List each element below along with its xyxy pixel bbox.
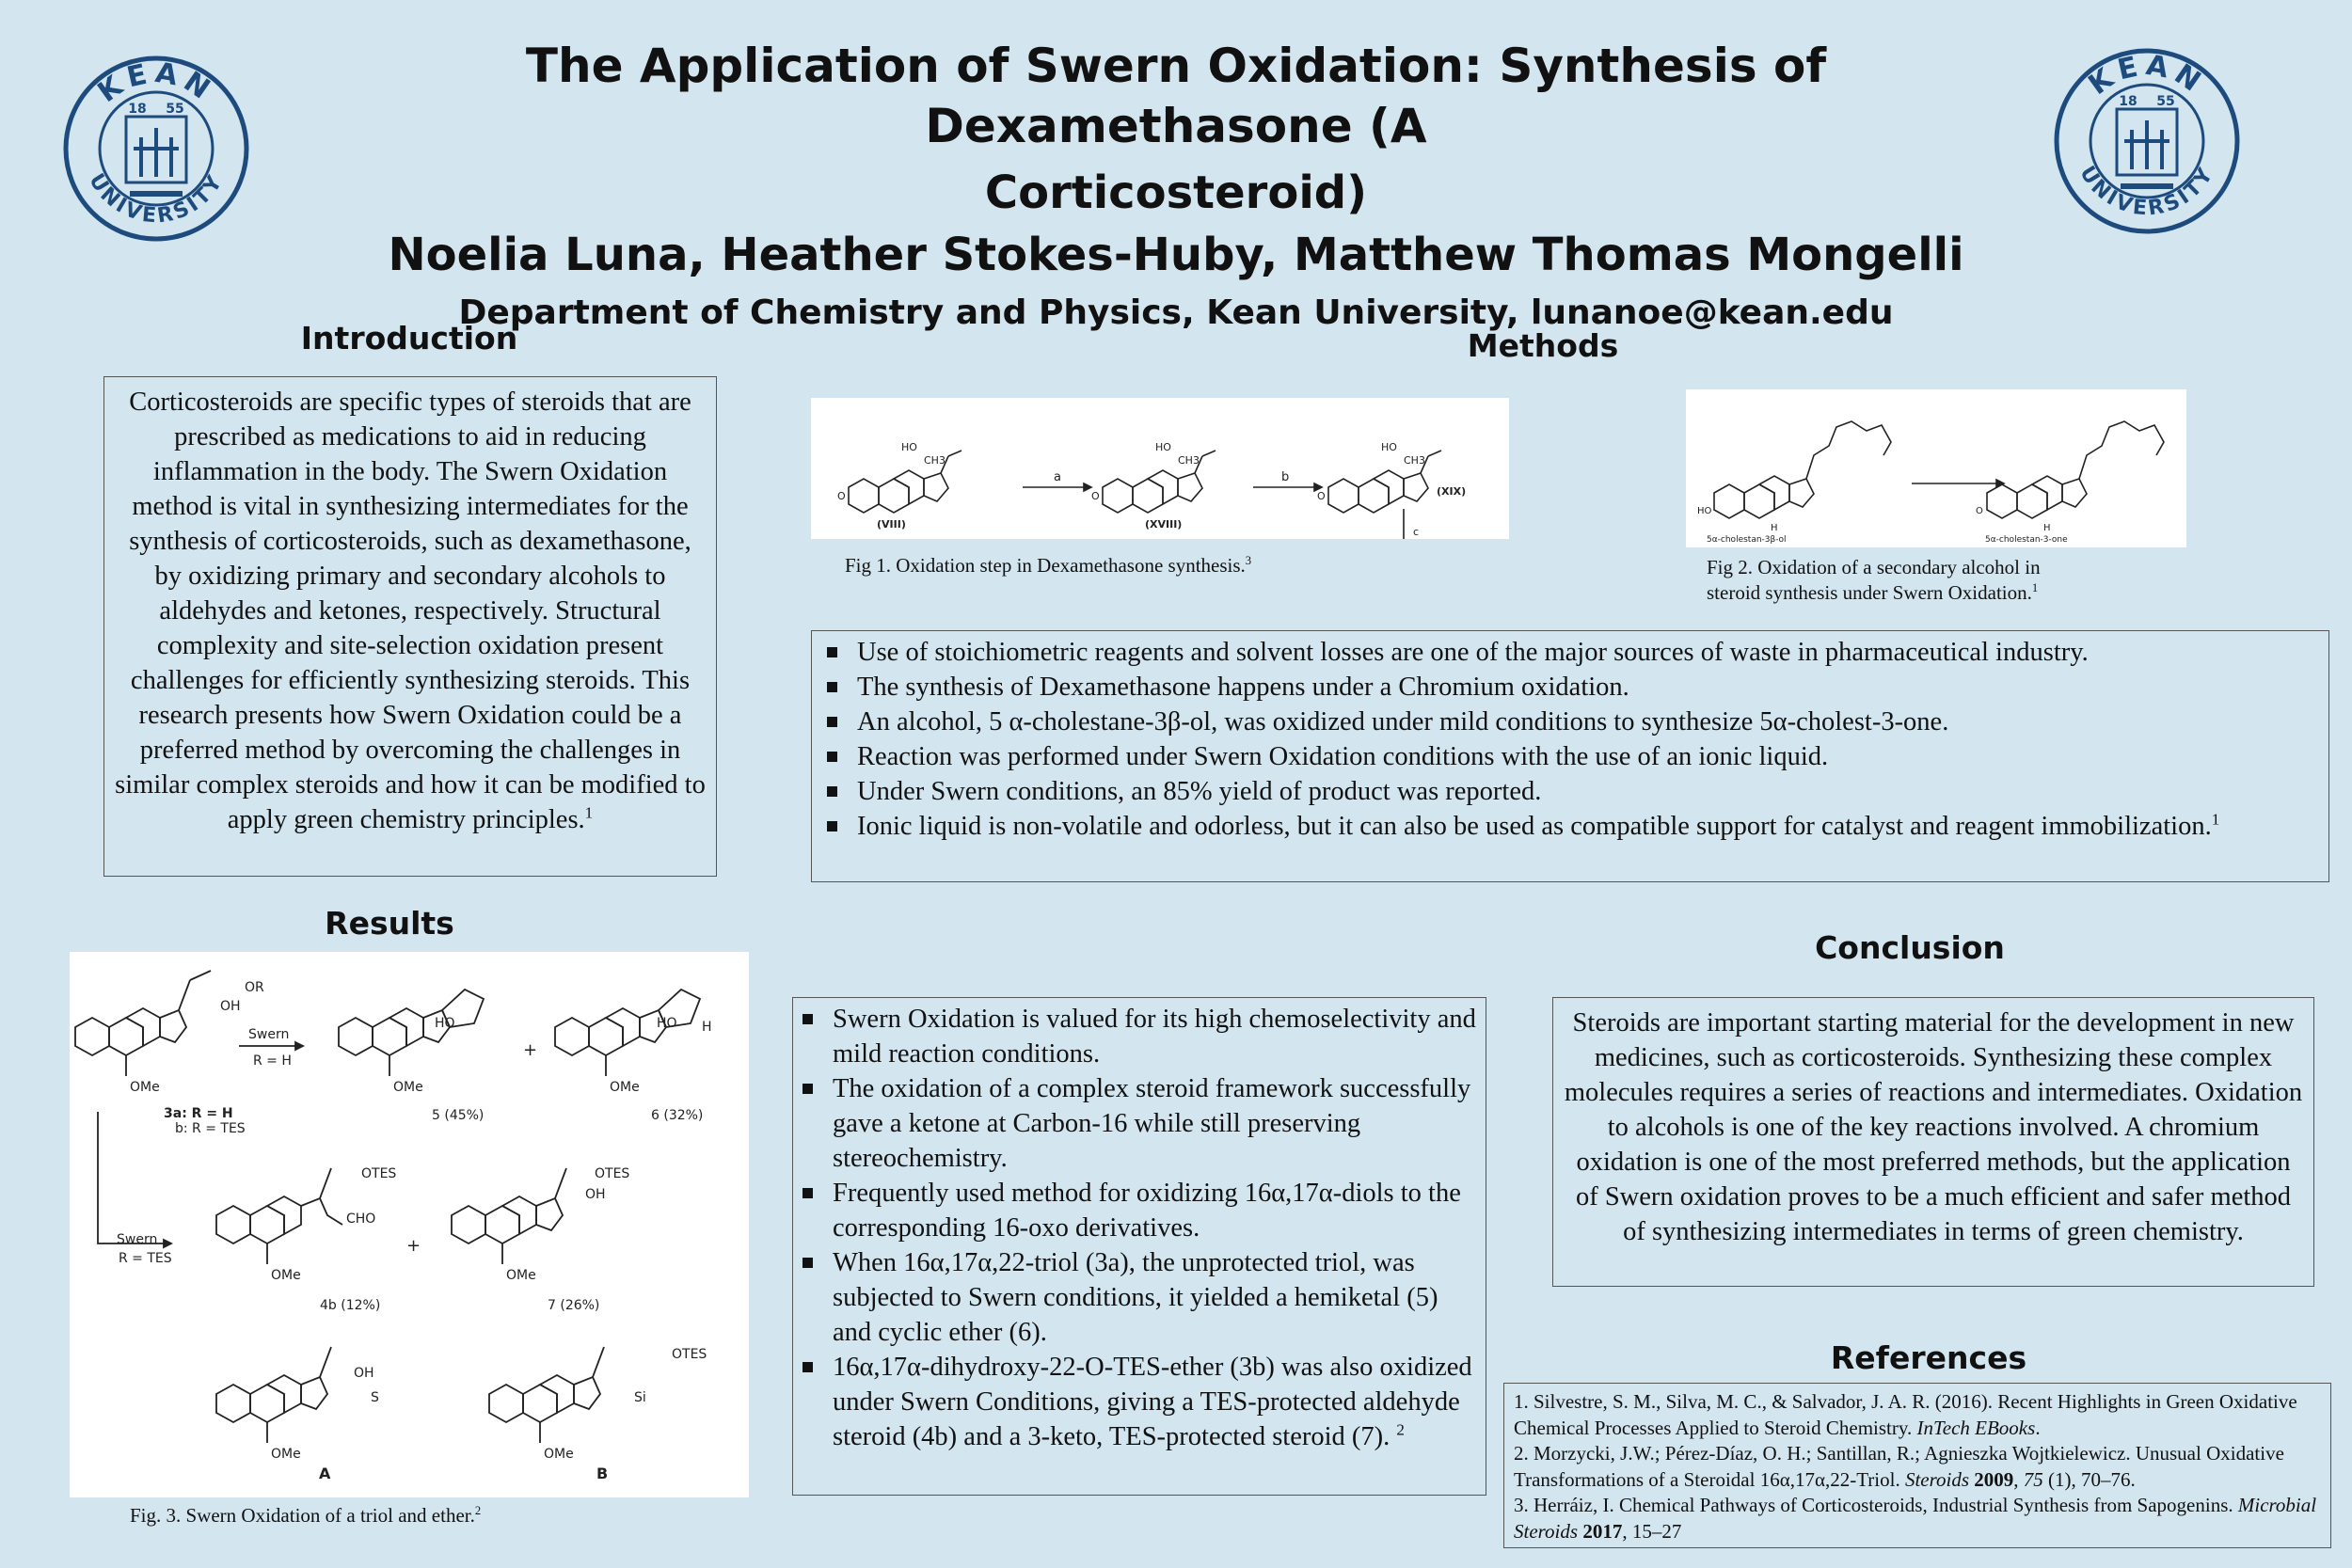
svg-text:5α-cholestan-3β-ol: 5α-cholestan-3β-ol <box>1707 535 1787 545</box>
fig3-molecule-4b <box>216 1168 342 1264</box>
introduction-ref: 1 <box>584 803 594 822</box>
svg-text:OMe: OMe <box>544 1447 574 1462</box>
methods-box <box>811 630 2329 882</box>
fig3-molecule-7 <box>452 1168 566 1264</box>
fig2-molecule-cholestanone <box>1987 421 2164 518</box>
svg-text:HO: HO <box>1155 441 1171 453</box>
svg-text:OMe: OMe <box>393 1080 423 1095</box>
poster-title-line2: Corticosteroid) <box>984 166 1368 219</box>
svg-text:55: 55 <box>166 102 184 117</box>
svg-text:b: b <box>1281 470 1290 484</box>
svg-text:3a: R = H: 3a: R = H <box>164 1106 233 1121</box>
fig3-caption: Fig. 3. Swern Oxidation of a triol and ether.$^2$ <box>130 1504 482 1527</box>
svg-text:H: H <box>702 1020 712 1035</box>
svg-text:6 (32%): 6 (32%) <box>651 1108 704 1123</box>
svg-text:HO: HO <box>435 1016 455 1031</box>
svg-text:OMe: OMe <box>271 1268 301 1283</box>
poster-affiliation: Department of Chemistry and Physics, Kean University, lunanoe@kean.edu <box>458 293 1894 332</box>
fig3-molecule-6 <box>555 990 700 1076</box>
svg-text:(XIX): (XIX) <box>1437 485 1467 498</box>
svg-text:B: B <box>596 1465 609 1482</box>
references-box <box>1503 1383 2331 1548</box>
svg-text:(VIII): (VIII) <box>877 518 906 531</box>
svg-text:OTES: OTES <box>672 1347 707 1362</box>
fig1-dexamethasone-scheme <box>811 398 1509 539</box>
fig3-arrow-bottom <box>98 1112 164 1243</box>
svg-text:O: O <box>1976 506 1983 516</box>
svg-text:CH3: CH3 <box>924 454 946 467</box>
svg-text:4b (12%): 4b (12%) <box>320 1298 381 1313</box>
svg-text:18: 18 <box>2119 94 2137 109</box>
results-bullet: Swern Oxidation is valued for its high chemoselectivity and mild reaction conditions. <box>795 1002 1482 1071</box>
methods-bullet-list <box>819 635 2321 844</box>
svg-text:H: H <box>1771 523 1778 533</box>
svg-text:Swern: Swern <box>117 1232 158 1247</box>
methods-bullet: Under Swern conditions, an 85% yield of product was reported. <box>819 774 2321 809</box>
kean-university-logo-right <box>2053 47 2241 235</box>
svg-text:HO: HO <box>657 1016 677 1031</box>
svg-text:Si: Si <box>634 1390 646 1405</box>
reference-1: 1. Silvestre, S. M., Silva, M. C., & Salvador, J. A. R. (2016). Recent Highlights in Green Oxidative Chemical Processes Applied to Steroid Chemistry. InTech EBooks. <box>1514 1390 2297 1439</box>
methods-bullet: Reaction was performed under Swern Oxidation conditions with the use of an ionic liquid. <box>819 739 2321 774</box>
svg-text:CH3: CH3 <box>1178 454 1200 467</box>
fig2-molecule-cholestanol <box>1714 421 1891 518</box>
results-bullet-list <box>795 1002 1482 1454</box>
results-bullet: The oxidation of a complex steroid framework successfully gave a ketone at Carbon-16 while still preserving stereochemistry. <box>795 1071 1482 1176</box>
svg-text:+: + <box>406 1236 421 1256</box>
svg-text:5 (45%): 5 (45%) <box>432 1108 485 1123</box>
svg-text:+: + <box>523 1040 538 1060</box>
fig3-molecule-5 <box>339 990 484 1076</box>
methods-heading: Methods <box>1467 327 1619 364</box>
methods-bullet: The synthesis of Dexamethasone happens under a Chromium oxidation. <box>819 670 2321 705</box>
svg-text:c: c <box>1413 526 1420 538</box>
methods-bullet: An alcohol, 5 α-cholestane-3β-ol, was oxidized under mild conditions to synthesize 5α-cholest-3-one. <box>819 705 2321 739</box>
poster-authors: Noelia Luna, Heather Stokes-Huby, Matthew Thomas Mongelli <box>388 229 1964 281</box>
svg-text:OMe: OMe <box>130 1080 160 1095</box>
svg-text:H: H <box>2043 523 2051 533</box>
svg-text:R = H: R = H <box>253 1053 292 1069</box>
svg-text:OMe: OMe <box>506 1268 536 1283</box>
svg-text:a: a <box>1054 470 1061 484</box>
methods-bullet: Ionic liquid is non-volatile and odorless, but it can also be used as compatible support for catalyst and reagent immobilization.$^1$ <box>819 809 2321 844</box>
svg-text:CHO: CHO <box>346 1212 376 1227</box>
svg-text:UNIVERSITY: UNIVERSITY <box>84 169 229 229</box>
fig3-swern-scheme <box>70 952 749 1497</box>
references-heading: References <box>1830 1339 2027 1376</box>
svg-text:HO: HO <box>1697 506 1712 516</box>
introduction-box <box>103 376 717 877</box>
svg-text:(XVIII): (XVIII) <box>1145 518 1183 531</box>
results-bullet: When 16α,17α,22-triol (3a), the unprotected triol, was subjected to Swern conditions, it yielded a hemiketal (5) and cyclic ether (6). <box>795 1245 1482 1350</box>
svg-text:KEAN: KEAN <box>2082 48 2212 103</box>
conclusion-heading: Conclusion <box>1815 929 2005 966</box>
kean-university-logo-left <box>62 55 250 243</box>
results-box <box>792 997 1486 1496</box>
conclusion-text: Steroids are important starting material for the development in new medicines, such as corticosteroids. Synthesizing these complex molecules requires a series of reactions and intermediates. Oxidation to alcohols is one of the key reactions involved. A chromium oxidation is one of the most preferred methods, but the application of Swern oxidation proves to be a much efficient and safer method of synthesizing intermediates in terms of green chemistry. <box>1564 1008 2303 1246</box>
svg-text:b: R = TES: b: R = TES <box>175 1121 246 1136</box>
results-bullet: 16α,17α-dihydroxy-22-O-TES-ether (3b) was also oxidized under Swern Conditions, giving a TES-protected aldehyde steroid (4b) and a 3-keto, TES-protected steroid (7). $^2$ <box>795 1350 1482 1454</box>
svg-text:OR: OR <box>245 980 264 995</box>
reference-3: 3. Herráiz, I. Chemical Pathways of Corticosteroids, Industrial Synthesis from Sapogenins. Microbial Steroids 2017, 15–27 <box>1514 1494 2317 1543</box>
svg-text:55: 55 <box>2156 94 2175 109</box>
conclusion-box <box>1552 997 2314 1287</box>
svg-text:R = TES: R = TES <box>119 1251 172 1266</box>
svg-text:OTES: OTES <box>595 1166 630 1181</box>
fig1-caption: Fig 1. Oxidation step in Dexamethasone synthesis.$^3$ <box>845 554 1252 577</box>
svg-text:O: O <box>837 490 846 502</box>
svg-text:7 (26%): 7 (26%) <box>548 1298 600 1313</box>
introduction-heading: Introduction <box>300 320 518 356</box>
results-bullet: Frequently used method for oxidizing 16α,17α-diols to the corresponding 16-oxo derivatives. <box>795 1176 1482 1245</box>
svg-text:HO: HO <box>901 441 917 453</box>
methods-bullet: Use of stoichiometric reagents and solvent losses are one of the major sources of waste in pharmaceutical industry. <box>819 635 2321 670</box>
svg-text:O: O <box>1317 490 1326 502</box>
reference-2: 2. Morzycki, J.W.; Pérez-Díaz, O. H.; Santillan, R.; Agnieszka Wojtkielewicz. Unusual Oxidative Transformations of a Steroidal 16α,17α,22-Triol. Steroids 2009, 75 (1), 70–76. <box>1514 1442 2284 1491</box>
svg-text:OH: OH <box>354 1366 374 1381</box>
results-heading: Results <box>325 905 454 942</box>
fig2-cholestanol-scheme <box>1686 389 2186 547</box>
svg-text:OMe: OMe <box>610 1080 640 1095</box>
svg-text:18: 18 <box>128 102 147 117</box>
svg-text:5α-cholestan-3-one: 5α-cholestan-3-one <box>1985 535 2068 545</box>
fig3-molecule-b <box>489 1347 604 1443</box>
svg-text:Swern: Swern <box>248 1027 290 1042</box>
svg-text:OH: OH <box>220 999 241 1014</box>
introduction-text: Corticosteroids are specific types of steroids that are prescribed as medications to aid in reducing inflammation in the body. The Swern Oxidation method is vital in synthesizing intermediates for the synthesis of corticosteroids, such as dexamethasone, by oxidizing primary and secondary alcohols to aldehydes and ketones, respectively. Structural complexity and site-selection oxidation present challenges for efficiently synthesizing steroids. This research presents how Swern Oxidation could be a preferred method by overcoming the challenges in similar complex steroids and how it can be modified to apply green chemistry principles. <box>115 388 706 834</box>
svg-text:HO: HO <box>1381 441 1397 453</box>
svg-text:OMe: OMe <box>271 1447 301 1462</box>
svg-text:OH: OH <box>585 1187 606 1202</box>
poster-title-line1: The Application of Swern Oxidation: Synthesis of Dexamethasone (A <box>525 39 1827 153</box>
svg-text:OTES: OTES <box>361 1166 397 1181</box>
fig2-caption: Fig 2. Oxidation of a secondary alcohol in steroid synthesis under Swern Oxidation.$^1$ <box>1707 556 2041 604</box>
fig3-molecule-3 <box>75 971 211 1076</box>
poster-title-block <box>310 36 2042 337</box>
svg-text:A: A <box>319 1465 331 1482</box>
svg-text:KEAN: KEAN <box>91 55 221 110</box>
fig3-molecule-a <box>216 1347 331 1443</box>
svg-text:CH3: CH3 <box>1404 454 1425 467</box>
svg-text:UNIVERSITY: UNIVERSITY <box>2074 162 2219 221</box>
svg-text:S: S <box>371 1390 379 1405</box>
svg-text:O: O <box>1091 490 1100 502</box>
